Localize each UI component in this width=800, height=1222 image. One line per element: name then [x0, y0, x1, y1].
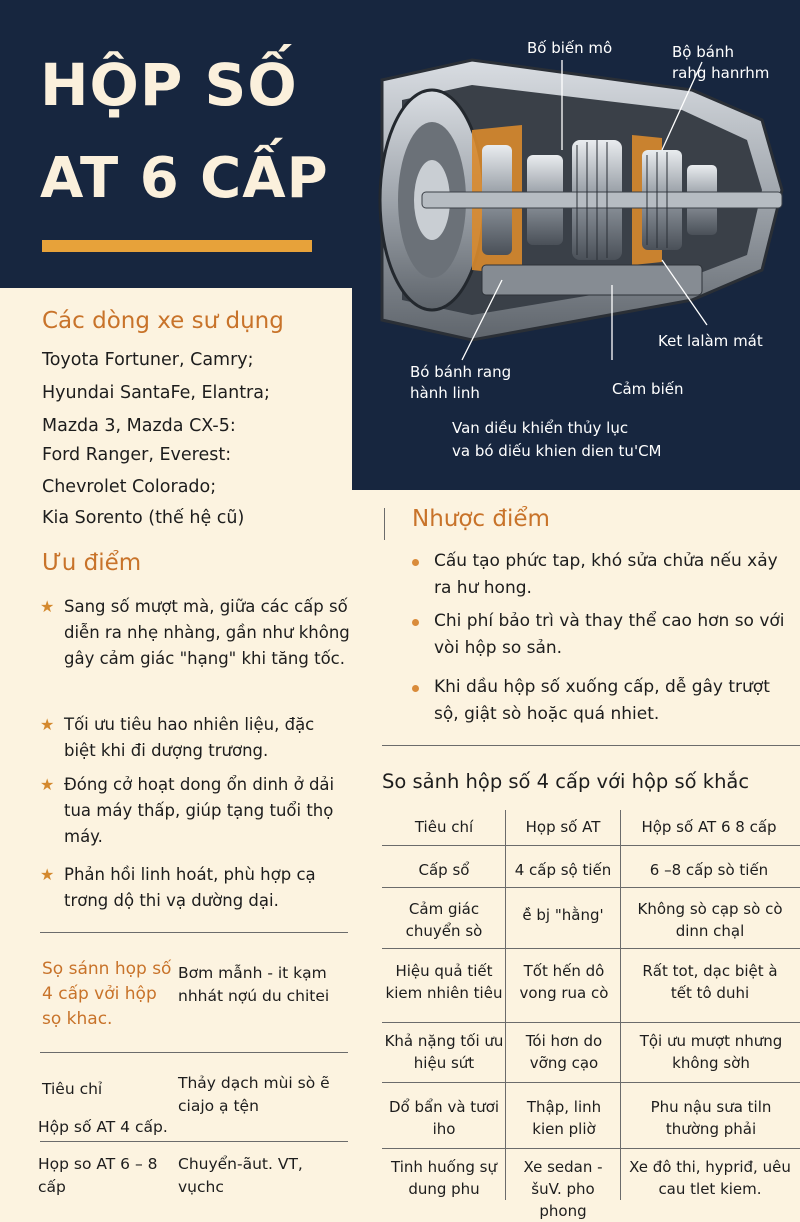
mini-row-value: Chuyển-ãut. VT, vụchc	[178, 1155, 303, 1196]
table-header: Hộp số AT 6 8 cấp	[641, 818, 777, 836]
vehicle-line: Hyundai SantaFe, Elantra;	[42, 383, 270, 403]
table-header: Họp số AT	[525, 818, 601, 836]
label-planetary-1: Bó bánh rang	[410, 363, 512, 381]
star-icon: ★	[40, 715, 55, 734]
table-cell: Tinh huống sự dung phu	[391, 1158, 497, 1198]
title-line-2: AT 6 CẤP	[40, 146, 329, 211]
bullet-icon	[412, 619, 419, 626]
table-cell: Phu nậu sưa tiln thường phải	[650, 1098, 772, 1138]
divider	[40, 1052, 348, 1053]
con-text: Khi dầu hộp số xuống cấp, dễ gây trượt sộ, giật sò hoặc quá nhiet.	[434, 677, 770, 724]
table-cell: Tói hơn do vỡng cạo	[525, 1032, 603, 1072]
vehicle-line: Toyota Fortuner, Camry;	[42, 350, 254, 370]
vehicle-line: Mazda 3, Mazda CX-5:	[42, 416, 236, 436]
column-divider	[384, 508, 385, 540]
bullet-icon	[412, 685, 419, 692]
con-text: Cấu tạo phức tap, khó sửa chửa nếu xảy ra hư hong.	[434, 551, 778, 598]
label-sensor: Cảm biến	[612, 380, 684, 398]
table-rule	[382, 948, 800, 949]
pros-heading: Ưu điểm	[42, 550, 142, 576]
pro-text: Sang số mượt mà, giữa các cấp số diễn ra nhẹ nhàng, gần như không gây cảm giác "hạng" khi tăng tốc.	[64, 597, 350, 668]
bullet-icon	[412, 559, 419, 566]
table-cell: 6 –8 cấp sò tiến	[649, 861, 769, 879]
table-cell: Tội ưu mượt nhưng không sờh	[639, 1032, 783, 1072]
transmission-illustration	[362, 40, 792, 360]
label-planetary-2: hành linh	[410, 384, 480, 402]
divider	[40, 932, 348, 933]
con-item	[412, 608, 792, 662]
cons-heading: Nhược điểm	[412, 506, 550, 532]
mini-compare-note: Bơm mẫnh - it kạm nhhát nợú du chitei	[178, 964, 330, 1005]
table-header: Tiêu chí	[414, 818, 474, 836]
mini-compare-title: Sọ sánn họp số 4 cấp vởi hộp sọ khac.	[42, 959, 172, 1029]
title-underline	[42, 240, 312, 252]
star-icon: ★	[40, 775, 55, 794]
table-cell: Rất tot, dạc biệt à tết tô duhi	[642, 962, 778, 1002]
label-gearset-2: rahg hanrhm	[672, 64, 770, 82]
table-cell: Xe sedan - šuV. pho phong	[523, 1158, 603, 1220]
divider	[382, 745, 800, 746]
table-cell: Cấp sổ	[418, 861, 470, 879]
pro-item	[40, 594, 350, 672]
table-cell: Tốt hến dô vong rua cò	[519, 962, 609, 1002]
mini-row-label: Họp so AT 6 – 8 cấp	[38, 1155, 158, 1196]
pro-item	[40, 712, 350, 764]
table-rule	[382, 1148, 800, 1149]
mini-row-label: Hộp số AT 4 cấp.	[38, 1118, 168, 1136]
pro-text: Tối ưu tiêu hao nhiên liệu, đặc biệt khi đi dượng trương.	[64, 715, 315, 760]
table-cell: Khả nặng tối ưu hiệu sứt	[384, 1032, 504, 1072]
table-cell: ề̀ bj "hằng'	[522, 906, 604, 924]
label-cooler: Ket lalàm mát	[658, 332, 763, 350]
star-icon: ★	[40, 597, 55, 616]
label-valve-2: va bó diếu khien dien tu'CM	[452, 442, 662, 460]
vehicle-line: Kia Sorento (thế hệ cũ)	[42, 508, 245, 528]
title-line-1: HỘP SỐ	[40, 51, 298, 119]
table-cell: Thập, linh kien pliờ	[526, 1098, 602, 1138]
pro-text: Đóng cở hoạt dong ổn dinh ở dải tua máy thấp, giúp tạng tuổi thọ máy.	[64, 775, 335, 846]
label-torque-converter: Bố biến mô	[527, 39, 613, 57]
con-item	[412, 674, 792, 728]
mini-row-label: Tiêu chỉ	[42, 1080, 103, 1098]
con-item	[412, 548, 792, 602]
table-rule	[382, 1082, 800, 1083]
comparison-title: So sảnh hộp số 4 cấp với hộp số khắc	[382, 770, 750, 793]
vehicles-heading: Các dòng xe sư dụng	[42, 308, 284, 334]
table-cell: Cảm giác chuyển sò	[405, 900, 483, 940]
table-cell: Không sò cạp sò cò dinn chạl	[637, 900, 783, 940]
table-cell: 4 cấp sộ tiến	[514, 861, 612, 879]
pro-item	[40, 862, 350, 914]
table-rule	[382, 1022, 800, 1023]
table-cell: Hiệu quả tiết kiem nhiên tiêu	[385, 962, 503, 1002]
label-gearset-1: Bộ bánh	[672, 43, 734, 61]
table-cell: Xe đô thi, hypriđ, uêu cau tlet kiem.	[629, 1158, 791, 1198]
vehicle-line: Chevrolet Colorado;	[42, 477, 217, 497]
star-icon: ★	[40, 865, 55, 884]
vehicle-line: Ford Ranger, Everest:	[42, 445, 232, 465]
table-cell: Dổ bẩn và tươi iho	[388, 1098, 500, 1138]
table-rule	[382, 887, 800, 888]
table-rule	[382, 845, 800, 846]
divider	[40, 1141, 348, 1142]
pro-text: Phản hồi linh hoát, phù hợp cạ trơng dộ thi vạ dường dại.	[64, 865, 316, 910]
con-text: Chi phí bảo trì và thay thể cao hơn so với vòi hộp so sản.	[434, 611, 785, 658]
label-valve-1: Van diều khiển thủy lục	[452, 419, 629, 437]
mini-row-value: Thảy dạch mùi sò ẽ ciajo ạ tện	[178, 1074, 330, 1115]
pro-item	[40, 772, 350, 850]
